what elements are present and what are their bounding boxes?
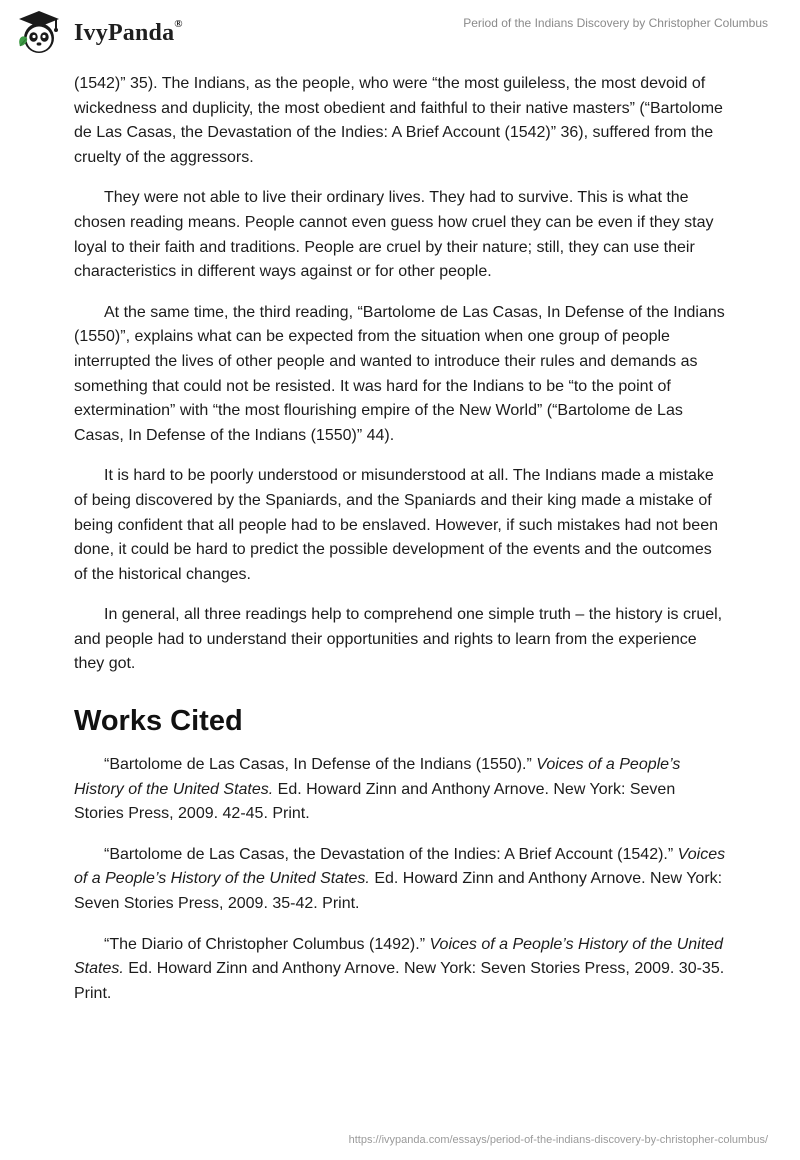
paragraph: They were not able to live their ordinary lives. They had to survive. This is what the chosen reading means. People cannot even guess how cruel they can be even if they stay loyal to their faith and traditions. People are cruel by their nature; still, they can use their characteristics in different ways against or for other people. xyxy=(74,189,714,281)
citation-entry: “Bartolome de Las Casas, the Devastation of the Indies: A Brief Account (1542).” Voices of a People’s History of the United States. Ed. Howard Zinn and Anthony Arnove. New York: Seven Stories Press, 2009. 35-42. Print. xyxy=(74,845,726,913)
brand-name[interactable]: IvyPanda® xyxy=(74,18,183,46)
essay-body xyxy=(74,72,728,1022)
paragraph: In general, all three readings help to comprehend one simple truth – the history is cruel, and people had to understand their opportunities and rights to learn from the experience they got. xyxy=(74,606,723,673)
citation-entry: “Bartolome de Las Casas, In Defense of the Indians (1550).” Voices of a People’s History of the United States. Ed. Howard Zinn and Anthony Arnove. New York: Seven Stories Press, 2009. 42-45. Print. xyxy=(74,756,681,823)
document-title: Period of the Indians Discovery by Christopher Columbus xyxy=(463,16,768,30)
citation-entry: “The Diario of Christopher Columbus (1492).” Voices of a People’s History of the United States. Ed. Howard Zinn and Anthony Arnove. New York: Seven Stories Press, 2009. 30-35. Print. xyxy=(74,935,725,1002)
paragraph: (1542)” 35). The Indians, as the people, who were “the most guileless, the most devoid of wickedness and duplicity, the most obedient and faithful to their native masters” (“Bartolome de Las Casas, the Devastation of the Indies: A Brief Account (1542)” 36), suffered from the cruelty of the aggressors. xyxy=(74,75,723,166)
works-cited-heading: Works Cited xyxy=(74,705,243,738)
source-url-link[interactable]: https://ivypanda.com/essays/period-of-the-indians-discovery-by-christopher-columbus/ xyxy=(348,1134,768,1146)
paragraph: It is hard to be poorly understood or misunderstood at all. The Indians made a mistake of being discovered by the Spaniards, and the Spaniards and their king made a mistake of being confident that all people had to be enslaved. However, if such mistakes had not been done, it could be hard to predict the possible development of the events and the outcomes of the historical changes. xyxy=(74,467,718,583)
paragraph: At the same time, the third reading, “Bartolome de Las Casas, In Defense of the Indians (1550)”, explains what can be expected from the situation when one group of people interrupted the lives of other people and wanted to introduce their rules and demands as something that could not be resisted. It was hard for the Indians to be “to the point of extermination” with “the most flourishing empire of the New World” (“Bartolome de Las Casas, In Defense of the Indians (1550)” 44). xyxy=(74,303,725,444)
page-header xyxy=(0,0,800,62)
ivypanda-logo-icon[interactable] xyxy=(15,8,63,56)
